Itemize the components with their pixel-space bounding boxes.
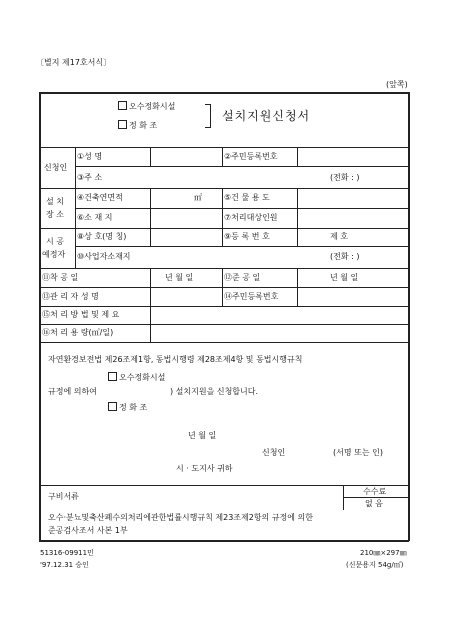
completion-date-value: 년 월 일	[330, 273, 359, 282]
site-area-label: ④건축연면적	[77, 193, 123, 202]
docs-label: 구비서류	[48, 492, 79, 501]
table-line	[39, 228, 409, 229]
statement-pre: 규정에 의하여	[48, 387, 97, 396]
table-line	[39, 287, 409, 288]
form-border-left	[39, 92, 41, 541]
table-line	[150, 147, 151, 166]
title-option-septic: 정 화 조	[118, 120, 157, 131]
table-line	[222, 188, 223, 246]
table-line	[75, 166, 408, 167]
site-target-label: ⑦처리대상인원	[224, 213, 278, 222]
form-reference: 〔별지 제17호서식〕	[36, 58, 112, 67]
form-code: 51316-09911민	[40, 549, 94, 557]
contractor-reg-label: ⑨등 록 번 호	[224, 232, 270, 241]
group-contractor-line2: 예정자	[42, 250, 66, 259]
statement-post: ) 설치지원을 신청합니다.	[170, 387, 259, 396]
table-line	[150, 188, 151, 246]
paper-type: (신문용지 54g/㎡)	[346, 561, 404, 569]
checkbox-icon[interactable]	[118, 120, 127, 129]
applicant-rrn-label: ②주민등록번호	[224, 152, 278, 161]
statement-addressee: 시 · 도지사 귀하	[176, 464, 233, 473]
form-border-right	[408, 92, 410, 541]
page-side-label: (앞쪽)	[386, 80, 408, 89]
table-line	[39, 188, 409, 189]
table-line	[75, 246, 408, 247]
statement-option-septic: 정 화 조	[108, 402, 147, 413]
start-date-value: 년 월 일	[165, 273, 194, 282]
form-border-top	[39, 92, 409, 94]
statement-law: 자연환경보전법 제26조제1항, 동법시행령 제28조제4항 및 동법시행규칙	[48, 355, 303, 364]
fee-value: 없 음	[365, 499, 383, 508]
applicant-address-label: ③주 소	[77, 173, 103, 182]
site-use-label: ⑤건 물 용 도	[224, 193, 270, 202]
contractor-name-label: ⑧상 호(명 칭)	[77, 232, 127, 241]
table-line	[222, 147, 223, 166]
table-line	[343, 497, 408, 498]
statement-signer: 신청인	[262, 448, 286, 457]
treatment-capacity-label: ⑯처 리 용 량(㎥/일)	[42, 328, 114, 337]
docs-line1: 오수·분뇨및축산폐수의처리에관한법률시행규칙 제23조제2항의 규정에 의한	[48, 513, 314, 522]
table-line	[297, 147, 298, 166]
docs-line2: 준공검사조서 사본 1부	[48, 526, 128, 535]
contractor-phone: (전화 : )	[330, 252, 360, 261]
statement-date: 년 월 일	[188, 431, 217, 440]
table-line	[297, 268, 298, 306]
site-area-unit: ㎡	[194, 193, 202, 202]
group-site-line2: 장 소	[46, 210, 64, 219]
table-line	[39, 306, 409, 307]
title-option-sewage: 오수정화시설	[118, 101, 175, 112]
treatment-method-label: ⑮처 리 방 법 및 제 요	[42, 310, 120, 319]
table-line	[75, 147, 76, 268]
paper-size: 210㎜×297㎜	[360, 549, 407, 557]
manager-name-label: ⑬관 리 자 성 명	[42, 292, 99, 301]
table-line	[297, 188, 298, 246]
table-line	[39, 342, 409, 343]
contractor-office-label: ⑩사업자소재지	[77, 252, 131, 261]
group-contractor-line1: 시 공	[46, 237, 64, 246]
checkbox-icon[interactable]	[118, 101, 127, 110]
table-line	[75, 208, 408, 209]
contractor-reg-value: 제 호	[330, 232, 348, 241]
form-border-bottom	[39, 540, 409, 542]
start-date-label: ⑪착 공 일	[42, 273, 79, 282]
manager-rrn-label: ⑭주민등록번호	[224, 292, 279, 301]
group-applicant: 신청인	[44, 163, 68, 172]
table-line	[39, 485, 409, 486]
statement-option-sewage: 오수정화시설	[108, 372, 165, 383]
checkbox-icon[interactable]	[108, 402, 117, 411]
table-line	[39, 268, 409, 269]
group-site-line1: 설 치	[46, 197, 64, 206]
checkbox-icon[interactable]	[108, 372, 117, 381]
table-line	[39, 147, 409, 148]
fee-label: 수수료	[363, 487, 387, 496]
table-line	[150, 268, 151, 306]
title-bracket-icon	[205, 104, 211, 128]
site-location-label: ⑥소 재 지	[77, 213, 113, 222]
statement-sign: (서명 또는 인)	[333, 448, 383, 457]
applicant-name-label: ①성 명	[77, 152, 103, 161]
form-title: 설치지원신청서	[222, 109, 311, 123]
table-line	[150, 306, 151, 342]
completion-date-label: ⑫준 공 일	[224, 273, 261, 282]
table-line	[39, 324, 409, 325]
approval-date: '97.12.31 승인	[40, 561, 89, 569]
table-line	[222, 268, 223, 306]
applicant-phone: (전화 : )	[330, 173, 360, 182]
